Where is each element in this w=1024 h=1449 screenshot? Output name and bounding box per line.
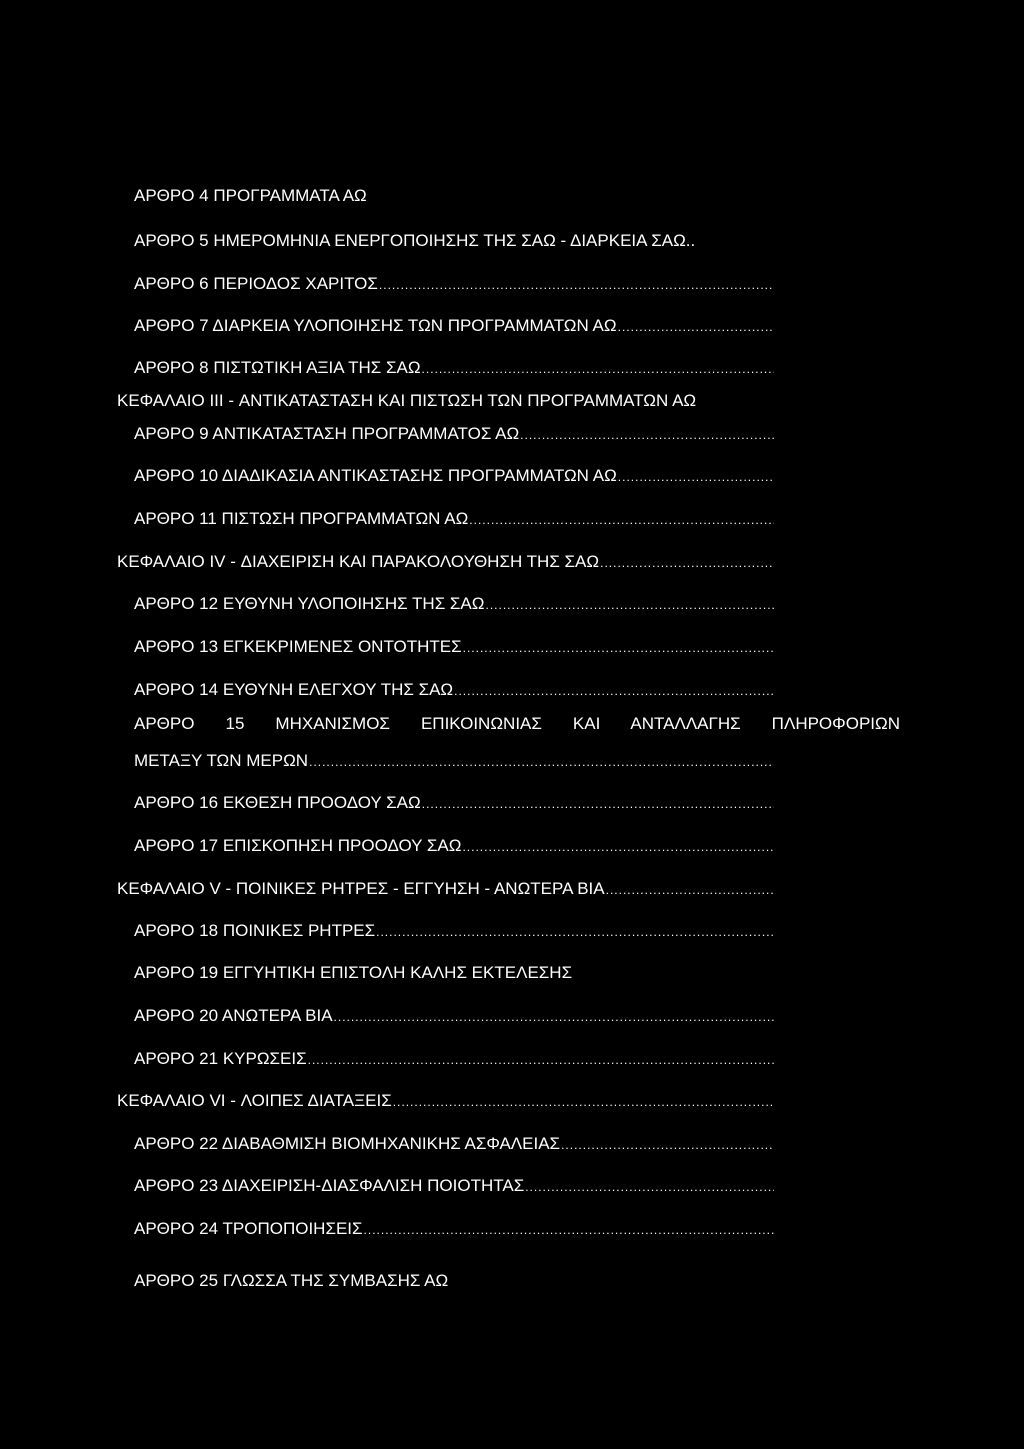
toc-entry-article-5 xyxy=(134,231,774,251)
dot-leader xyxy=(561,1135,774,1155)
toc-entry-label: ΜΕΤΑΞΥ ΤΩΝ ΜΕΡΩΝ xyxy=(134,751,309,770)
toc-entry-label: ΑΡΘΡΟ 6 ΠΕΡΙΟΔΟΣ ΧΑΡΙΤΟΣ xyxy=(134,274,378,293)
dot-leader xyxy=(525,1177,774,1197)
toc-entry-article-9 xyxy=(134,424,774,445)
toc-entry-article-10 xyxy=(134,466,774,487)
toc-entry-label: ΚΕΦΑΛΑΙΟ VI - ΛΟΙΠΕΣ ΔΙΑΤΑΞΕΙΣ xyxy=(117,1091,392,1110)
toc-entry-article-25 xyxy=(134,1271,774,1291)
toc-entry-article-17 xyxy=(134,836,774,857)
dot-leader xyxy=(600,553,774,573)
toc-entry-article-7 xyxy=(134,316,774,337)
toc-entry-label: ΑΡΘΡΟ 10 ΔΙΑΔΙΚΑΣΙΑ ΑΝΤΙΚΑΣΤΑΣΗΣ ΠΡΟΓΡΑΜΜΑΤΩΝ ΑΩ xyxy=(134,466,617,485)
toc-entry-article-8 xyxy=(134,358,774,379)
dot-leader xyxy=(520,425,774,445)
toc-entry-chapter-3 xyxy=(117,391,817,411)
toc-entry-article-20 xyxy=(134,1006,774,1027)
toc-entry-chapter-5 xyxy=(117,879,774,900)
toc-entry-article-16 xyxy=(134,793,774,814)
toc-entry-label: ΑΡΘΡΟ 24 ΤΡΟΠΟΠΟΙΗΣΕΙΣ xyxy=(134,1219,363,1238)
toc-entry-article-15-continued xyxy=(134,751,774,772)
toc-entry-article-22 xyxy=(134,1134,774,1155)
toc-entry-label: ΚΕΦΑΛΑΙΟ IV - ΔΙΑΧΕΙΡΙΣΗ ΚΑΙ ΠΑΡΑΚΟΛΟΥΘΗΣΗ ΤΗΣ ΣΑΩ xyxy=(117,552,600,571)
toc-entry-article-21 xyxy=(134,1049,774,1070)
toc-entry-label: ΑΡΘΡΟ 8 ΠΙΣΤΩΤΙΚΗ ΑΞΙΑ ΤΗΣ ΣΑΩ xyxy=(134,358,421,377)
toc-entry-label: ΑΡΘΡΟ 9 ΑΝΤΙΚΑΤΑΣΤΑΣΗ ΠΡΟΓΡΑΜΜΑΤΟΣ ΑΩ xyxy=(134,424,520,443)
toc-entry-label: ΑΡΘΡΟ 18 ΠΟΙΝΙΚΕΣ ΡΗΤΡΕΣ xyxy=(134,921,376,940)
toc-entry-label: ΑΡΘΡΟ 19 ΕΓΓΥΗΤΙΚΗ ΕΠΙΣΤΟΛΗ ΚΑΛΗΣ ΕΚΤΕΛΕΣΗΣ xyxy=(134,963,573,982)
toc-entry-article-4 xyxy=(134,186,774,206)
toc-entry-label: ΚΕΦΑΛΑΙΟ III - ΑΝΤΙΚΑΤΑΣΤΑΣΗ ΚΑΙ ΠΙΣΤΩΣΗ ΤΩΝ ΠΡΟΓΡΑΜΜΑΤΩΝ ΑΩ xyxy=(117,391,697,410)
toc-entry-article-12 xyxy=(134,594,774,615)
toc-entry-label: ΑΡΘΡΟ 4 ΠΡΟΓΡΑΜΜΑΤΑ ΑΩ xyxy=(134,186,367,205)
dot-leader xyxy=(454,681,774,701)
toc-entry-label: ΑΡΘΡΟ 21 ΚΥΡΩΣΕΙΣ xyxy=(134,1049,307,1068)
toc-entry-label: ΑΡΘΡΟ 7 ΔΙΑΡΚΕΙΑ ΥΛΟΠΟΙΗΣΗΣ ΤΩΝ ΠΡΟΓΡΑΜΜΑΤΩΝ ΑΩ xyxy=(134,316,617,335)
toc-entry-article-11 xyxy=(134,509,774,530)
toc-entry-label: ΑΡΘΡΟ 23 ΔΙΑΧΕΙΡΙΣΗ-ΔΙΑΣΦΑΛΙΣΗ ΠΟΙΟΤΗΤΑΣ xyxy=(134,1176,525,1195)
toc-entry-label: ΑΡΘΡΟ 16 ΕΚΘΕΣΗ ΠΡΟΟΔΟΥ ΣΑΩ xyxy=(134,793,421,812)
toc-entry-label: ΑΡΘΡΟ 11 ΠΙΣΤΩΣΗ ΠΡΟΓΡΑΜΜΑΤΩΝ ΑΩ xyxy=(134,509,469,528)
toc-entry-label: ΑΡΘΡΟ 5 ΗΜΕΡΟΜΗΝΙΑ ΕΝΕΡΓΟΠΟΙΗΣΗΣ ΤΗΣ ΣΑΩ - ΔΙΑΡΚΕΙΑ ΣΑΩ.. xyxy=(134,231,696,250)
dot-leader xyxy=(422,359,774,379)
dot-leader xyxy=(463,638,774,658)
toc-entry-chapter-4 xyxy=(117,552,774,573)
dot-leader xyxy=(379,275,774,295)
dot-leader xyxy=(606,880,774,900)
toc-entry-article-18 xyxy=(134,921,774,942)
dot-leader xyxy=(462,837,774,857)
toc-entry-article-23 xyxy=(134,1176,774,1197)
dot-leader xyxy=(309,752,774,772)
dot-leader xyxy=(364,1220,774,1240)
toc-entry-article-14 xyxy=(134,680,774,701)
toc-entry-label: ΑΡΘΡΟ 14 ΕΥΘΥΝΗ ΕΛΕΓΧΟΥ ΤΗΣ ΣΑΩ xyxy=(134,680,454,699)
toc-entry-article-19 xyxy=(134,963,774,983)
dot-leader xyxy=(422,794,774,814)
toc-entry-label: ΑΡΘΡΟ 22 ΔΙΑΒΑΘΜΙΣΗ ΒΙΟΜΗΧΑΝΙΚΗΣ ΑΣΦΑΛΕΙΑΣ xyxy=(134,1134,561,1153)
dot-leader xyxy=(334,1007,774,1027)
dot-leader xyxy=(618,317,774,337)
toc-entry-label: ΑΡΘΡΟ 13 ΕΓΚΕΚΡΙΜΕΝΕΣ ΟΝΤΟΤΗΤΕΣ xyxy=(134,637,462,656)
dot-leader xyxy=(308,1050,774,1070)
toc-entry-article-13 xyxy=(134,637,774,658)
toc-entry-article-6 xyxy=(134,274,774,295)
toc-entry-label: ΑΡΘΡΟ 20 ΑΝΩΤΕΡΑ ΒΙΑ xyxy=(134,1006,333,1025)
dot-leader xyxy=(376,922,774,942)
dot-leader xyxy=(618,467,774,487)
toc-entry-label: ΑΡΘΡΟ 17 ΕΠΙΣΚΟΠΗΣΗ ΠΡΟΟΔΟΥ ΣΑΩ xyxy=(134,836,462,855)
toc-entry-label: ΑΡΘΡΟ 12 ΕΥΘΥΝΗ ΥΛΟΠΟΙΗΣΗΣ ΤΗΣ ΣΑΩ xyxy=(134,594,485,613)
toc-entry-chapter-6 xyxy=(117,1091,774,1112)
toc-entry-article-24 xyxy=(134,1219,774,1240)
dot-leader xyxy=(485,595,774,615)
dot-leader xyxy=(393,1092,774,1112)
toc-entry-article-15: ΑΡΘΡΟ 15 ΜΗΧΑΝΙΣΜΟΣ ΕΠΙΚΟΙΝΩΝΙΑΣ ΚΑΙ ΑΝΤΑΛΛΑΓΗΣ ΠΛΗΡΟΦΟΡΙΩΝ xyxy=(134,714,900,733)
toc-entry-label: ΑΡΘΡΟ 25 ΓΛΩΣΣΑ ΤΗΣ ΣΥΜΒΑΣΗΣ ΑΩ xyxy=(134,1271,449,1290)
toc-entry-label: ΚΕΦΑΛΑΙΟ V - ΠΟΙΝΙΚΕΣ ΡΗΤΡΕΣ - ΕΓΓΥΗΣΗ - ΑΝΩΤΕΡΑ ΒΙΑ xyxy=(117,879,605,898)
dot-leader xyxy=(469,510,774,530)
